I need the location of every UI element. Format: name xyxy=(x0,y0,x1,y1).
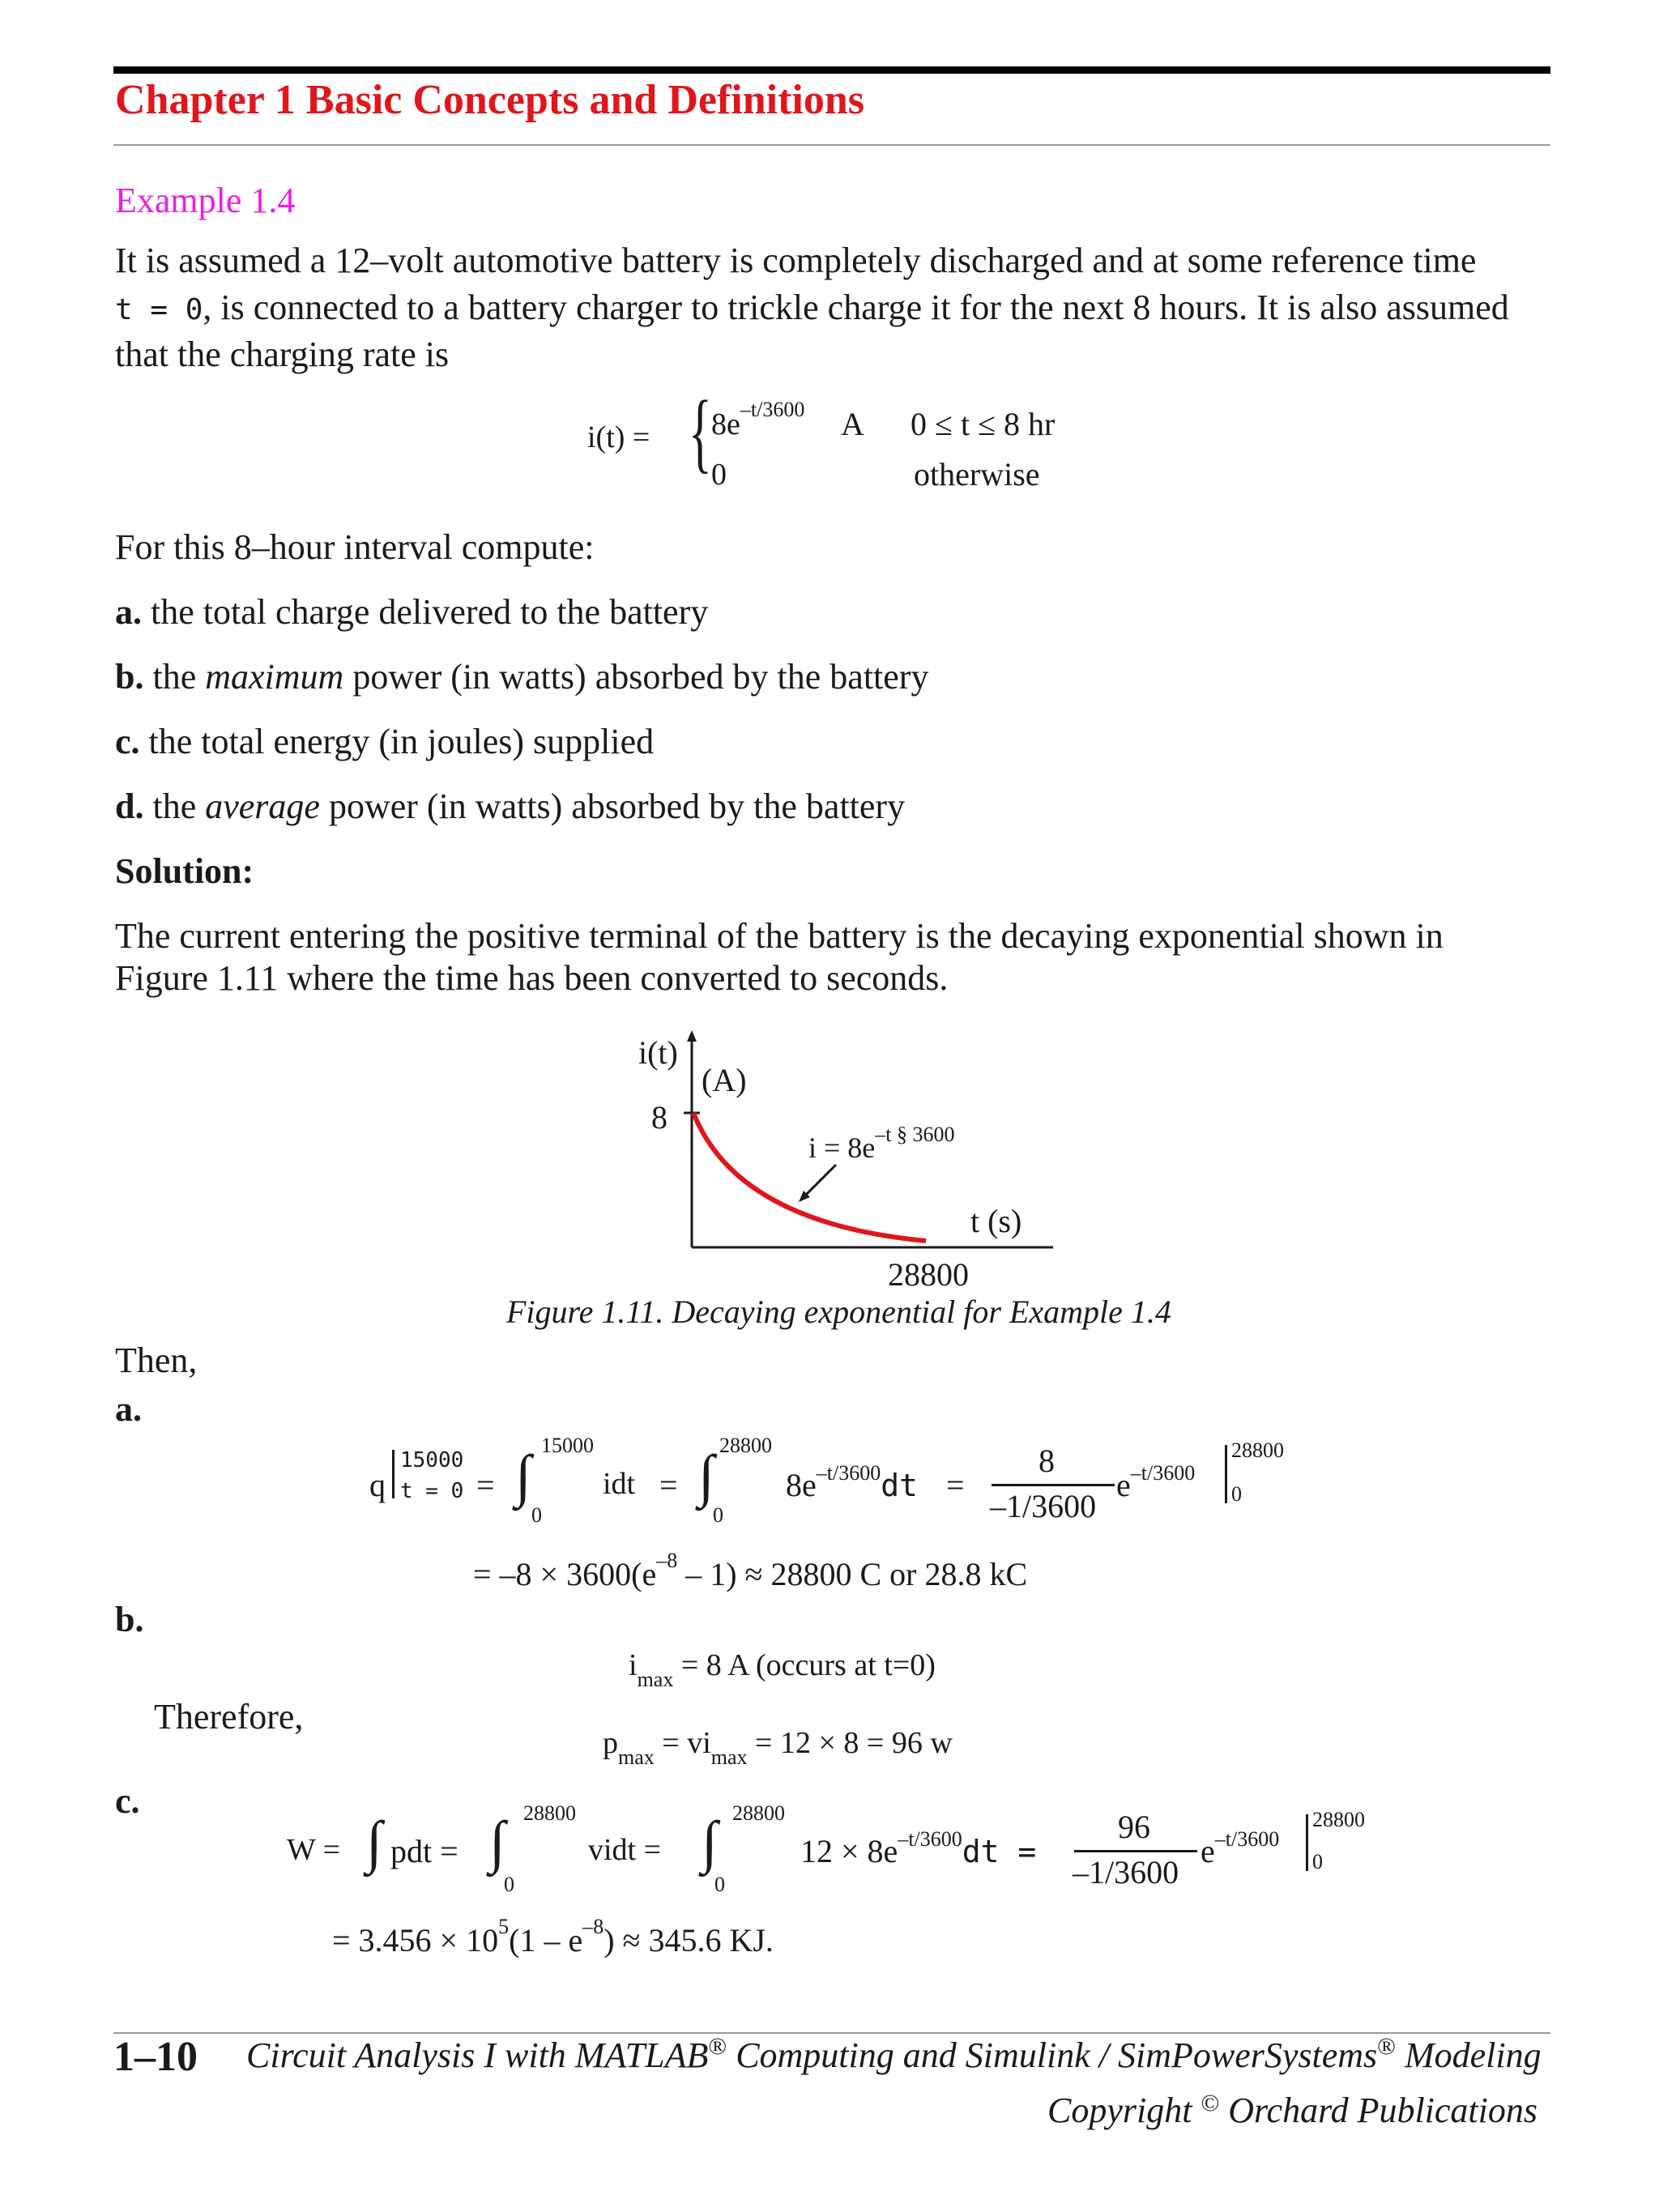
frac2-denominator: –1/3600 xyxy=(1073,1854,1179,1890)
intro-line-2 xyxy=(115,287,1509,328)
intro-line-1: It is assumed a 12–volt automotive battery is completely discharged and at some reference time xyxy=(115,241,1477,280)
case-1-value: $8e^{-t/3600}$ xyxy=(711,398,805,441)
tasks-lead: For this 8–hour interval compute: xyxy=(115,527,595,567)
task-c: c. the total energy (in joules) supplied xyxy=(115,722,655,761)
task-b: b. the maximum power (in watts) absorbed by the battery xyxy=(115,657,929,697)
integral-1: ∫ xyxy=(515,1443,531,1508)
w-lhs: W = xyxy=(287,1833,341,1867)
annotation-arrow-line xyxy=(802,1165,836,1199)
eval2-lower: 0 xyxy=(1312,1850,1323,1873)
fig-y-tick: 8 xyxy=(651,1099,667,1136)
w-int3-upper: 28800 xyxy=(732,1801,785,1825)
q-lower: t = 0 xyxy=(400,1479,464,1503)
y-axis-arrow xyxy=(687,1030,697,1042)
eval2-upper: 28800 xyxy=(1312,1808,1365,1831)
w-int2-upper: 28800 xyxy=(523,1801,576,1825)
page-number: 1–10 xyxy=(113,2034,198,2080)
frac1-numerator: 8 xyxy=(1038,1443,1055,1479)
example-heading: Example 1.4 xyxy=(115,181,296,220)
w-int2-lower: 0 xyxy=(504,1873,514,1896)
part-a-label: a. xyxy=(115,1389,142,1429)
int1-upper: 15000 xyxy=(541,1434,594,1457)
frac1-denominator: –1/3600 xyxy=(990,1488,1097,1524)
w-int3-body: $12 \times 8e^{-t/3600}dt$ = xyxy=(800,1827,1037,1869)
eval1-upper: 28800 xyxy=(1231,1438,1284,1462)
case-1-unit: A xyxy=(841,406,864,442)
header-divider xyxy=(113,144,1550,146)
eq-sign-2: = xyxy=(659,1467,678,1503)
imax-equation: $i_{max} = 8$ A (occurs at t=0) xyxy=(629,1648,936,1691)
eval1-lower: 0 xyxy=(1231,1482,1242,1506)
w-int3-lower: 0 xyxy=(714,1873,725,1896)
int2-body: $8e^{-t/3600}dt$ xyxy=(786,1461,918,1503)
q-symbol: q xyxy=(369,1467,386,1503)
solution-para-1: The current entering the positive terminal of the battery is the decaying exponential shown in xyxy=(115,916,1444,956)
therefore-label: Therefore, xyxy=(154,1697,304,1737)
case-1-condition: 0 ≤ t ≤ 8 hr xyxy=(911,406,1056,442)
fig-y-unit: (A) xyxy=(702,1062,747,1098)
intro-line-3: that the charging rate is xyxy=(115,335,450,374)
frac1-exp: $e^{-t/3600}$ xyxy=(1116,1461,1196,1503)
frac1-bar xyxy=(992,1484,1115,1486)
q-upper: 15000 xyxy=(400,1448,464,1473)
copyright-line: Copyright © Orchard Publications xyxy=(1047,2090,1537,2130)
integral-w1: ∫ xyxy=(366,1809,382,1874)
part-b-label: b. xyxy=(115,1600,144,1639)
integral-w2: ∫ xyxy=(489,1809,505,1874)
eq-sign-3: = xyxy=(946,1467,965,1503)
t-equals-zero: t = 0 xyxy=(115,293,203,326)
left-brace: { xyxy=(688,382,712,481)
task-d: d. the average power (in watts) absorbed by the battery xyxy=(115,786,906,826)
frac2-numerator: 96 xyxy=(1118,1809,1150,1845)
energy-result: = $3.456 \times 10^5(1 - e^{-8}) \approx 345.6$ KJ. xyxy=(332,1915,774,1958)
part-c-label: c. xyxy=(115,1781,140,1821)
fig-y-label: i(t) xyxy=(638,1034,678,1071)
int1-body: idt xyxy=(603,1467,636,1501)
w-int1-body: pdt = xyxy=(390,1833,458,1869)
eq-sign-1: = xyxy=(476,1467,495,1503)
case-2-value: 0 xyxy=(711,458,727,492)
solution-para-2: Figure 1.11 where the time has been converted to seconds. xyxy=(115,958,949,998)
solution-heading: Solution: xyxy=(115,851,254,891)
then-label: Then, xyxy=(115,1340,198,1380)
case-2-condition: otherwise xyxy=(914,456,1040,492)
chapter-title: Chapter 1 Basic Concepts and Definitions xyxy=(115,77,865,123)
fig-x-tick: 28800 xyxy=(888,1256,969,1293)
figure-caption: Figure 1.11. Decaying exponential for Example 1.4 xyxy=(506,1294,1171,1330)
charge-result: = $-8 \times 3600(e^{-8} - 1) \approx 28800$ C or 28.8 kC xyxy=(473,1549,1028,1592)
int2-upper: 28800 xyxy=(719,1434,772,1457)
fig-x-label: t (s) xyxy=(970,1203,1022,1239)
frac2-exp: $e^{-t/3600}$ xyxy=(1201,1827,1280,1869)
eval-bar-2 xyxy=(1306,1814,1308,1871)
header-rule xyxy=(113,66,1550,74)
w-int2-body: vidt = xyxy=(588,1833,662,1867)
pmax-equation: $p_{max} = vi_{max} = 12 \times 8 = 96$ w xyxy=(603,1726,953,1769)
book-title: Circuit Analysis I with MATLAB® Computing and Simulink / SimPowerSystems® Modeling xyxy=(246,2033,1542,2075)
piecewise-lhs: i(t) = xyxy=(587,420,650,454)
int2-lower: 0 xyxy=(713,1503,723,1527)
eval-bar-1 xyxy=(1225,1445,1227,1503)
integral-2: ∫ xyxy=(698,1443,714,1508)
int1-lower: 0 xyxy=(531,1503,542,1527)
task-a: a. the total charge delivered to the battery xyxy=(115,592,709,632)
footer-divider xyxy=(113,2032,1550,2034)
fig-equation: $i = 8e^{-t \S 3600}$ xyxy=(808,1123,955,1164)
eval-bar-q xyxy=(392,1450,394,1498)
integral-w3: ∫ xyxy=(702,1809,718,1874)
frac2-bar xyxy=(1074,1850,1197,1852)
intro-line-2-text: , is connected to a battery charger to trickle charge it for the next 8 hours. It is also assumed xyxy=(203,288,1509,327)
